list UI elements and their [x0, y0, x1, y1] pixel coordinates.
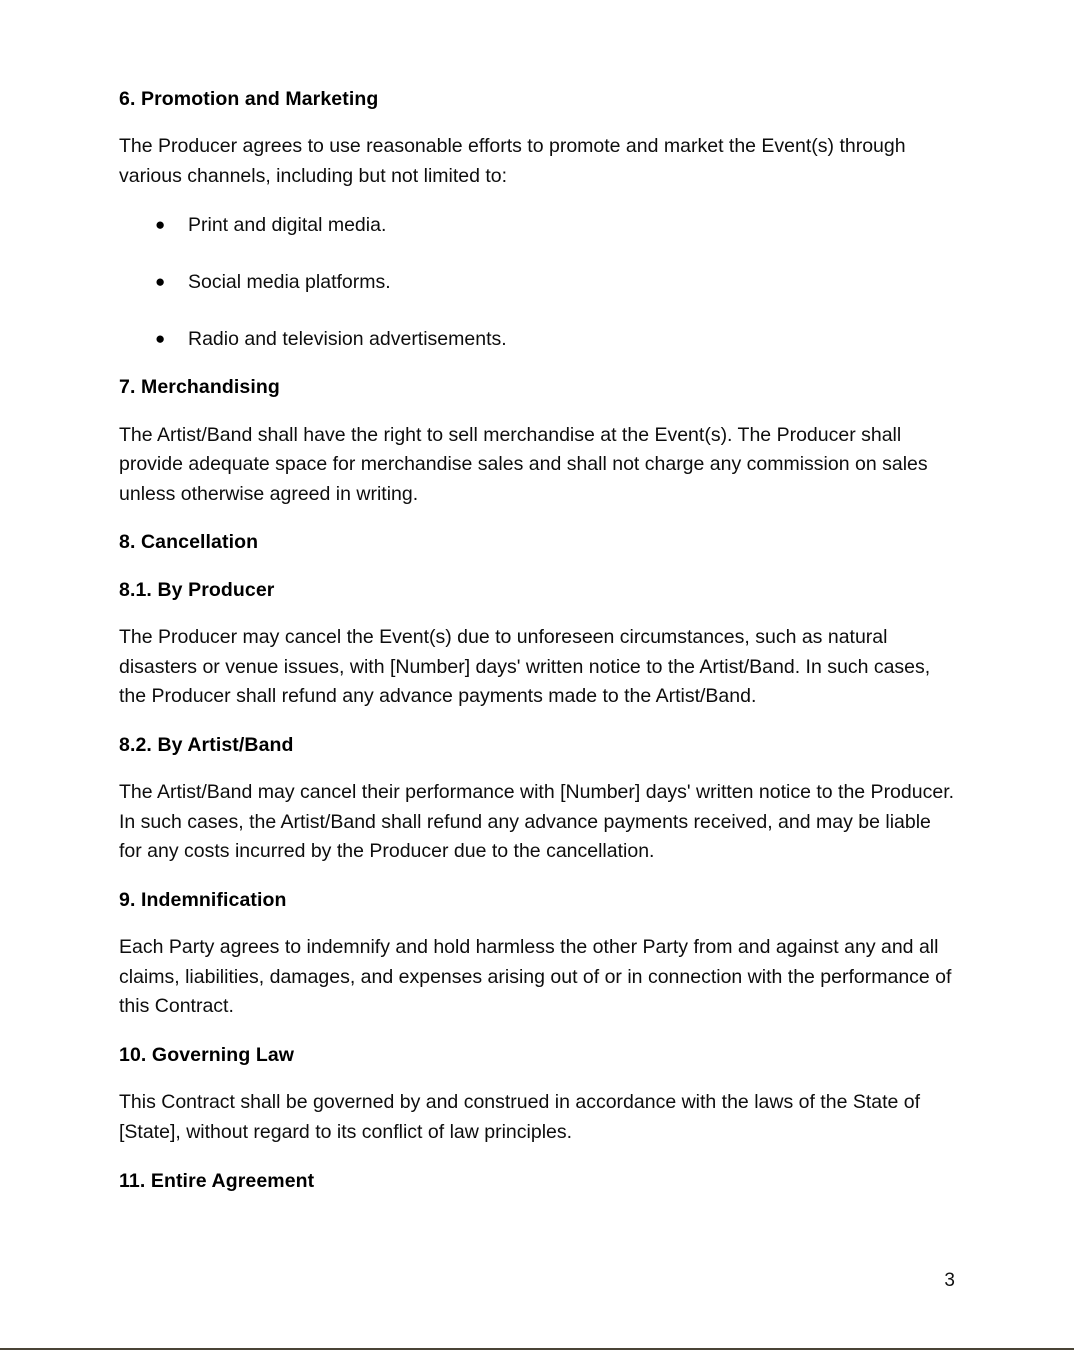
list-item-label: Social media platforms.: [188, 270, 391, 293]
promotion-channels-list: [119, 211, 957, 355]
list-item: [119, 268, 957, 297]
heading-entire-agreement: 11. Entire Agreement: [119, 1169, 315, 1192]
list-item: [119, 325, 957, 354]
heading-governing-law: 10. Governing Law: [119, 1044, 295, 1067]
heading-cancellation: 8. Cancellation: [119, 531, 259, 554]
page-number: 3: [944, 1270, 955, 1291]
list-item: [119, 211, 957, 240]
heading-cancellation-by-artist-band: 8.2. By Artist/Band: [119, 733, 294, 756]
paragraph-indemnification: Each Party agrees to indemnify and hold harmless the other Party from and against any and all claims, liabilities, damages, and expenses arising out of or in connection with the performance of this Contract.: [119, 936, 952, 1018]
paragraph-cancellation-by-producer: The Producer may cancel the Event(s) due to unforeseen circumstances, such as natural disasters or venue issues, with [Number] days' written notice to the Artist/Band. In such cases, the Producer shall refund any advance payments made to the Artist/Band.: [119, 625, 931, 708]
bullet-point-icon: ●: [155, 271, 166, 291]
paragraph-cancellation-by-artist-band: The Artist/Band may cancel their performance with [Number] days' written notice to the Producer. In such cases, the Artist/Band shall refund any advance payments received, and may be liable for any costs incurred by the Producer due to the cancellation.: [119, 781, 955, 863]
paragraph-merchandising: The Artist/Band shall have the right to sell merchandise at the Event(s). The Producer shall provide adequate space for merchandise sales and shall not charge any commission on sales unless otherwise agreed in writing.: [119, 423, 928, 505]
paragraph-governing-law: This Contract shall be governed by and construed in accordance with the laws of the State of [State], without regard to its conflict of law principles.: [119, 1091, 921, 1143]
heading-merchandising: 7. Merchandising: [119, 376, 280, 399]
paragraph-promotion-and-marketing: The Producer agrees to use reasonable efforts to promote and market the Event(s) through various channels, including but not limited to:: [119, 135, 906, 187]
heading-promotion-and-marketing: 6. Promotion and Marketing: [119, 88, 379, 110]
heading-indemnification: 9. Indemnification: [119, 888, 287, 911]
document-body: [119, 85, 957, 1214]
bullet-point-icon: ●: [155, 214, 166, 234]
list-item-label: Print and digital media.: [188, 213, 387, 236]
bullet-point-icon: ●: [155, 329, 166, 349]
list-item-label: Radio and television advertisements.: [188, 328, 507, 351]
heading-cancellation-by-producer: 8.1. By Producer: [119, 578, 275, 601]
